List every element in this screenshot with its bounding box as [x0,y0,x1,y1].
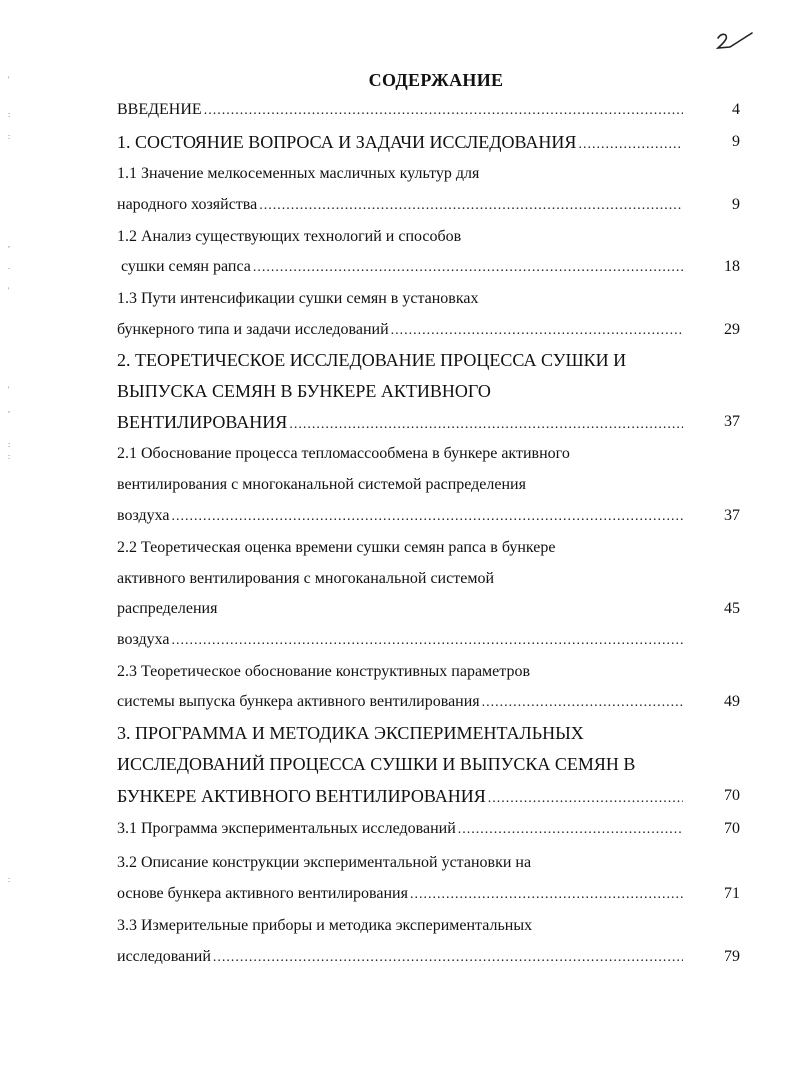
toc-entry [117,130,685,154]
toc-entry [117,318,685,342]
toc-entry [117,945,685,969]
toc-page-number: 49 [724,693,740,710]
leader-dots [482,691,683,715]
leader-dots [578,133,683,157]
leader-dots [410,883,683,907]
toc-entry [117,162,685,186]
toc-entry-text: 3.3 Измерительные приборы и методика экспериментальных [117,917,533,934]
toc-entry [117,193,685,217]
toc-entry [117,410,685,434]
toc-entry [117,442,685,466]
toc-entry-text: 1.1 Значение мелкосеменных масличных культур для [117,165,480,182]
leader-dots [259,194,683,218]
leader-dots [213,946,683,970]
page-title: СОДЕРЖАНИЕ [368,70,504,90]
toc-entry-text: 3.2 Описание конструкции экспериментальной установки на [117,854,532,871]
toc-entry [117,817,685,841]
toc-entry [117,882,685,906]
toc-entry-text: распределения [117,600,218,617]
leader-dots [204,99,683,123]
toc-entry [117,628,685,652]
toc-entry-text: ВВЕДЕНИЕ [117,101,202,118]
toc-entry-text: сушки семян рапса [117,258,251,275]
toc-page-number: 29 [724,321,740,338]
toc-entry-text: воздуха [117,507,170,524]
toc-entry [117,597,685,621]
toc-page-number: 79 [724,948,740,965]
toc-entry-text: системы выпуска бункера активного вентилирования [117,693,480,710]
toc-entry-text: 2.3 Теоретическое обоснование конструктивных параметров [117,663,531,680]
toc-entry [117,504,685,528]
leader-dots [289,413,683,437]
toc-entry [117,379,685,403]
toc-entry-text: 1.2 Анализ существующих технологий и способов [117,228,462,245]
toc-page-number: 4 [732,101,740,118]
toc-entry [117,287,685,311]
toc-entry-text: ВЕНТИЛИРОВАНИЯ [117,412,288,432]
toc-page-number: 71 [724,885,740,902]
toc-entry-text: воздуха [117,631,170,648]
toc-entry [117,348,685,372]
toc-entry [117,784,685,808]
leader-dots [172,505,683,529]
leader-dots [172,629,683,653]
leader-dots [458,818,683,842]
toc-entry-text: 2.1 Обоснование процесса тепломассообмена в бункере активного [117,445,570,462]
toc-entry-text: основе бункера активного вентилирования [117,885,408,902]
toc-entry-text: 1.3 Пути интенсификации сушки семян в установках [117,290,479,307]
leader-dots [253,256,683,280]
toc-entry-text: 2.2 Теоретическая оценка времени сушки семян рапса в бункере [117,539,556,556]
toc-page-number: 70 [724,787,740,804]
toc-entry [117,752,685,776]
toc-entry-text: активного вентилирования с многоканальной системой [117,570,494,587]
leader-dots [488,787,683,811]
toc-page-number: 9 [732,196,740,213]
toc-entry [117,98,685,122]
toc-entry-text: БУНКЕРЕ АКТИВНОГО ВЕНТИЛИРОВАНИЯ [117,786,486,806]
toc-page-number: 70 [724,820,740,837]
toc-entry [117,567,685,591]
toc-entry [117,851,685,875]
toc-entry [117,690,685,714]
toc-entry [117,255,685,279]
toc-page-number: 9 [732,133,740,150]
toc-entry-text: 1. СОСТОЯНИЕ ВОПРОСА И ЗАДАЧИ ИССЛЕДОВАНИЯ [117,132,577,152]
toc-entry [117,914,685,938]
toc-page-number: 37 [724,413,740,430]
leader-dots [391,319,683,343]
toc-page-number: 45 [724,600,740,617]
toc-entry-text: 2. ТЕОРЕТИЧЕСКОЕ ИССЛЕДОВАНИЕ ПРОЦЕССА СУШКИ И [117,350,627,370]
toc-entry [117,225,685,249]
toc-entry [117,660,685,684]
toc-entry-text: вентилирования с многоканальной системой распределения [117,476,526,493]
toc-entry-text: бункерного типа и задачи исследований [117,321,389,338]
toc-entry [117,536,685,560]
toc-entry-text: исследований [117,948,211,965]
toc-entry-text: ИССЛЕДОВАНИЙ ПРОЦЕССА СУШКИ И ВЫПУСКА СЕМЯН В [117,754,636,774]
toc-entry [117,473,685,497]
toc-entry-text: ВЫПУСКА СЕМЯН В БУНКЕРЕ АКТИВНОГО [117,381,491,401]
toc-entry-text: 3.1 Программа экспериментальных исследований [117,820,456,837]
toc-entry [117,721,685,745]
toc-entry-text: 3. ПРОГРАММА И МЕТОДИКА ЭКСПЕРИМЕНТАЛЬНЫХ [117,723,584,743]
toc-entry-text: народного хозяйства [117,196,258,213]
toc-page-number: 18 [724,258,740,275]
toc-page-number: 37 [724,507,740,524]
